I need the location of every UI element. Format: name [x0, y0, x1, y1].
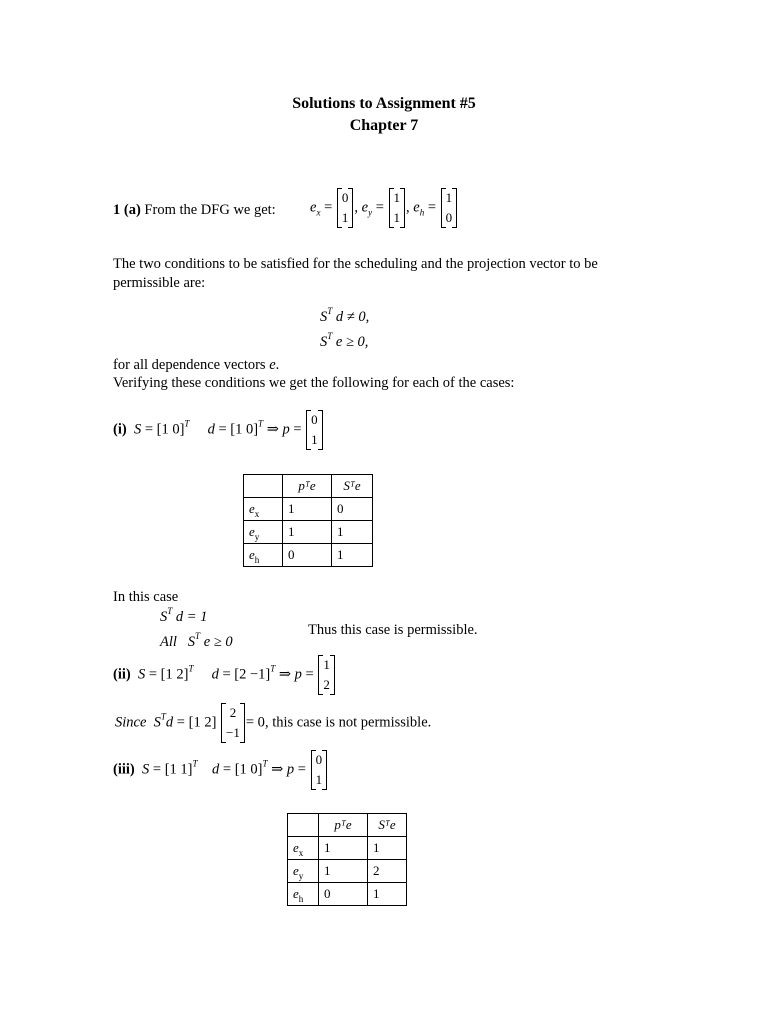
- header-STe: Sᵀe: [332, 475, 373, 498]
- q1-label: [113, 202, 276, 219]
- case-ii-p-vector: 1 2: [318, 655, 335, 695]
- table-row: $e_x$ 1 0: [244, 498, 373, 521]
- case-iii-S: [1 1]: [164, 761, 193, 778]
- eh-vector: 1 0: [441, 188, 458, 228]
- case-i-table: [243, 474, 373, 567]
- case-iii-equation: (iii) S = [1 1]$^T$ d = [1 0]$^T$ ⇒ p = 0 1: [113, 750, 328, 790]
- verify-text: Verifying these conditions we get the following for each of the cases:: [113, 375, 515, 391]
- case-i-S: [1 0]: [156, 421, 185, 438]
- case-ii-row: [1 2]: [188, 714, 217, 731]
- case-iii-table: [287, 813, 407, 906]
- case-iii-label: (iii): [113, 761, 135, 778]
- case-ii-check: Since $S^Td = [1$ 2] 2 −1 = 0, this case is not permissible.: [115, 703, 431, 743]
- page-title: Solutions to Assignment #5: [292, 95, 476, 112]
- conditions-intro: The two conditions to be satisfied for the scheduling and the projection vector to be permissible are:: [113, 256, 598, 291]
- case-ii-label: (ii): [113, 666, 131, 683]
- eh-subscript: h: [419, 207, 425, 218]
- case-i-conclusion: Thus this case is permissible.: [308, 622, 478, 638]
- case-ii-col-vector: 2 −1: [221, 703, 245, 743]
- case-ii-equals: = 0: [245, 714, 265, 731]
- case-i-equation: (i) S = [1 0]$^T$ d = [1 0]$^T$ ⇒ p = 0 1: [113, 410, 324, 450]
- table-header-row: [288, 814, 407, 837]
- case-i-std: $S^T$ d = 1: [160, 606, 208, 625]
- case-ii-S: [1 2]: [160, 666, 189, 683]
- table-row: $e_y$ 1 2: [288, 860, 407, 883]
- eh-symbol: e: [413, 199, 420, 216]
- case-ii-conclusion: , this case is not permissible.: [264, 714, 432, 731]
- ex-subscript: x: [316, 207, 321, 218]
- in-this-case: In this case: [113, 589, 179, 605]
- for-all-text: for all dependence vectors e.: [113, 357, 280, 373]
- dependence-vectors: $e_x$ = 0 1 , $e_y$ = 1 1 , $e_h$ = 1 0: [310, 188, 458, 228]
- ey-vector: 1 1: [389, 188, 406, 228]
- header-pTe: pᵀe: [283, 475, 332, 498]
- case-iii-p-vector: 0 1: [311, 750, 328, 790]
- ex-vector: 0 1: [337, 188, 354, 228]
- case-ii-d: [2 −1]: [234, 666, 271, 683]
- case-i-d: [1 0]: [230, 421, 259, 438]
- case-i-all: All $S^T$ e ≥ 0: [160, 631, 233, 650]
- table-header-row: [244, 475, 373, 498]
- case-iii-d: [1 0]: [234, 761, 263, 778]
- since-word: Since: [115, 714, 147, 731]
- condition-1: $S^T$ d ≠ 0,: [320, 306, 370, 325]
- q1-intro: From the DFG we get:: [144, 202, 276, 218]
- table-row: $e_y$ 1 1: [244, 521, 373, 544]
- case-i-label: (i): [113, 421, 127, 438]
- table-row: $e_h$ 0 1: [244, 544, 373, 567]
- ey-subscript: y: [368, 207, 373, 218]
- page-subtitle: Chapter 7: [349, 117, 419, 134]
- table-row: $e_x$ 1 1: [288, 837, 407, 860]
- case-ii-equation: (ii) S = [1 2]$^T$ $d = [2 -1]^T$ ⇒ p = 1 2: [113, 655, 336, 695]
- table-row: $e_h$ 0 1: [288, 883, 407, 906]
- q1-part: (a): [123, 202, 141, 218]
- q1-number: 1: [113, 202, 121, 218]
- condition-2: $S^T$ e ≥ 0,: [320, 331, 369, 350]
- case-i-p-vector: 0 1: [306, 410, 323, 450]
- ex-symbol: e: [310, 199, 317, 216]
- ey-symbol: e: [361, 199, 369, 216]
- header-STe: Sᵀe: [368, 814, 407, 837]
- header-pTe: pᵀe: [319, 814, 368, 837]
